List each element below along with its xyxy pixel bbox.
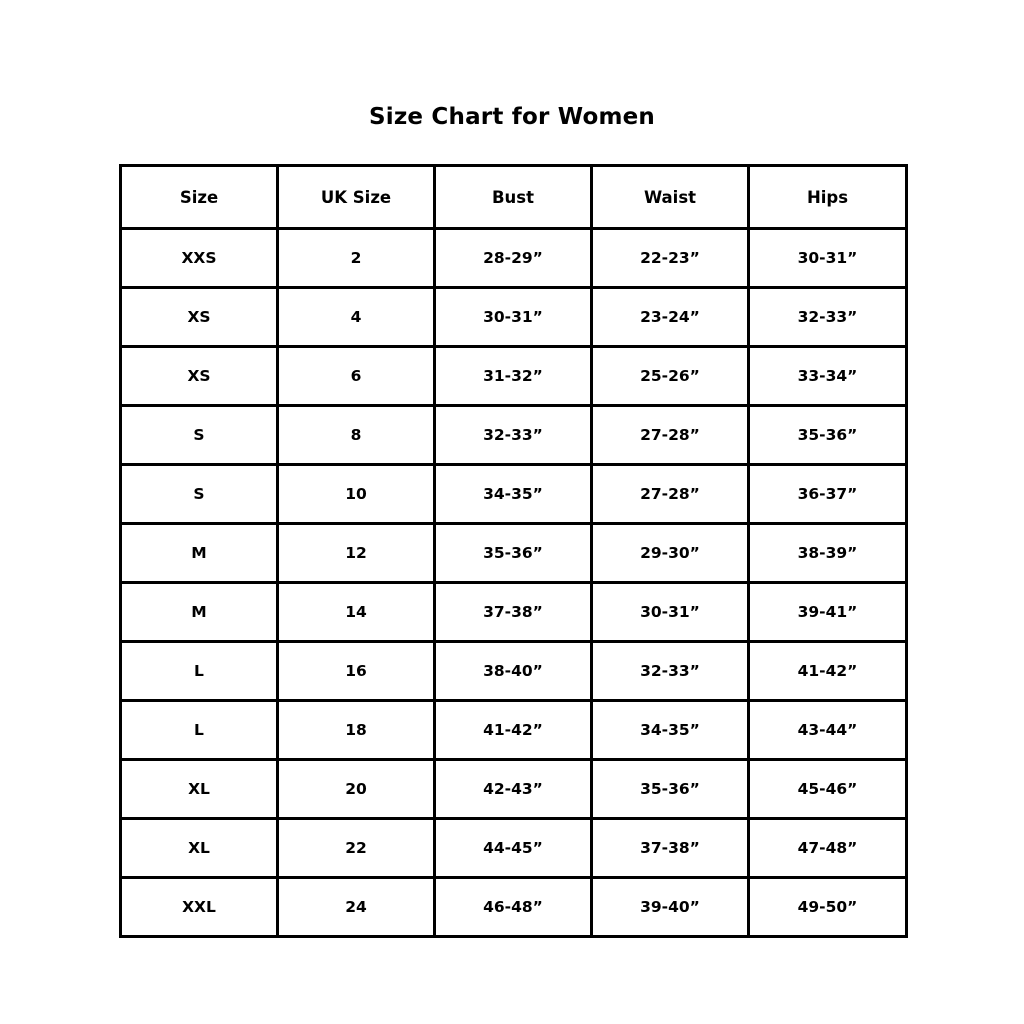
cell-size: S xyxy=(121,406,278,465)
cell-hips: 47-48” xyxy=(749,819,907,878)
cell-uk-size: 20 xyxy=(278,760,435,819)
cell-size: M xyxy=(121,524,278,583)
column-header-uk-size: UK Size xyxy=(278,166,435,229)
cell-uk-size: 12 xyxy=(278,524,435,583)
column-header-waist: Waist xyxy=(592,166,749,229)
table-header-row xyxy=(121,166,907,229)
table-row xyxy=(121,878,907,937)
cell-waist: 37-38” xyxy=(592,819,749,878)
cell-bust: 35-36” xyxy=(435,524,592,583)
cell-hips: 32-33” xyxy=(749,288,907,347)
cell-bust: 37-38” xyxy=(435,583,592,642)
cell-hips: 43-44” xyxy=(749,701,907,760)
cell-size: M xyxy=(121,583,278,642)
cell-bust: 28-29” xyxy=(435,229,592,288)
cell-hips: 33-34” xyxy=(749,347,907,406)
cell-bust: 38-40” xyxy=(435,642,592,701)
cell-hips: 38-39” xyxy=(749,524,907,583)
cell-size: XS xyxy=(121,347,278,406)
cell-waist: 30-31” xyxy=(592,583,749,642)
cell-bust: 42-43” xyxy=(435,760,592,819)
cell-waist: 23-24” xyxy=(592,288,749,347)
cell-bust: 34-35” xyxy=(435,465,592,524)
cell-waist: 27-28” xyxy=(592,406,749,465)
cell-hips: 39-41” xyxy=(749,583,907,642)
cell-uk-size: 18 xyxy=(278,701,435,760)
cell-waist: 22-23” xyxy=(592,229,749,288)
cell-size: XS xyxy=(121,288,278,347)
cell-uk-size: 22 xyxy=(278,819,435,878)
cell-size: S xyxy=(121,465,278,524)
cell-hips: 35-36” xyxy=(749,406,907,465)
cell-hips: 45-46” xyxy=(749,760,907,819)
cell-size: L xyxy=(121,701,278,760)
table-row xyxy=(121,347,907,406)
cell-uk-size: 10 xyxy=(278,465,435,524)
cell-bust: 44-45” xyxy=(435,819,592,878)
table-row xyxy=(121,465,907,524)
cell-uk-size: 24 xyxy=(278,878,435,937)
cell-waist: 29-30” xyxy=(592,524,749,583)
cell-uk-size: 14 xyxy=(278,583,435,642)
cell-hips: 36-37” xyxy=(749,465,907,524)
table-row xyxy=(121,524,907,583)
cell-uk-size: 2 xyxy=(278,229,435,288)
cell-waist: 32-33” xyxy=(592,642,749,701)
cell-waist: 25-26” xyxy=(592,347,749,406)
table-row xyxy=(121,406,907,465)
cell-waist: 34-35” xyxy=(592,701,749,760)
cell-bust: 32-33” xyxy=(435,406,592,465)
cell-size: XXL xyxy=(121,878,278,937)
cell-waist: 39-40” xyxy=(592,878,749,937)
cell-bust: 31-32” xyxy=(435,347,592,406)
table-row xyxy=(121,819,907,878)
table-row xyxy=(121,229,907,288)
table-row xyxy=(121,760,907,819)
cell-size: XL xyxy=(121,760,278,819)
table-row xyxy=(121,701,907,760)
cell-uk-size: 16 xyxy=(278,642,435,701)
cell-uk-size: 8 xyxy=(278,406,435,465)
cell-bust: 46-48” xyxy=(435,878,592,937)
cell-hips: 30-31” xyxy=(749,229,907,288)
table-row xyxy=(121,642,907,701)
cell-size: L xyxy=(121,642,278,701)
cell-waist: 35-36” xyxy=(592,760,749,819)
cell-waist: 27-28” xyxy=(592,465,749,524)
table-row xyxy=(121,288,907,347)
cell-bust: 30-31” xyxy=(435,288,592,347)
cell-bust: 41-42” xyxy=(435,701,592,760)
cell-hips: 49-50” xyxy=(749,878,907,937)
column-header-bust: Bust xyxy=(435,166,592,229)
cell-uk-size: 4 xyxy=(278,288,435,347)
cell-hips: 41-42” xyxy=(749,642,907,701)
cell-uk-size: 6 xyxy=(278,347,435,406)
table-row xyxy=(121,583,907,642)
cell-size: XL xyxy=(121,819,278,878)
column-header-size: Size xyxy=(121,166,278,229)
size-chart-table xyxy=(119,164,908,938)
size-chart-table-wrapper xyxy=(119,164,905,938)
page-title: Size Chart for Women xyxy=(368,104,655,130)
cell-size: XXS xyxy=(121,229,278,288)
column-header-hips: Hips xyxy=(749,166,907,229)
